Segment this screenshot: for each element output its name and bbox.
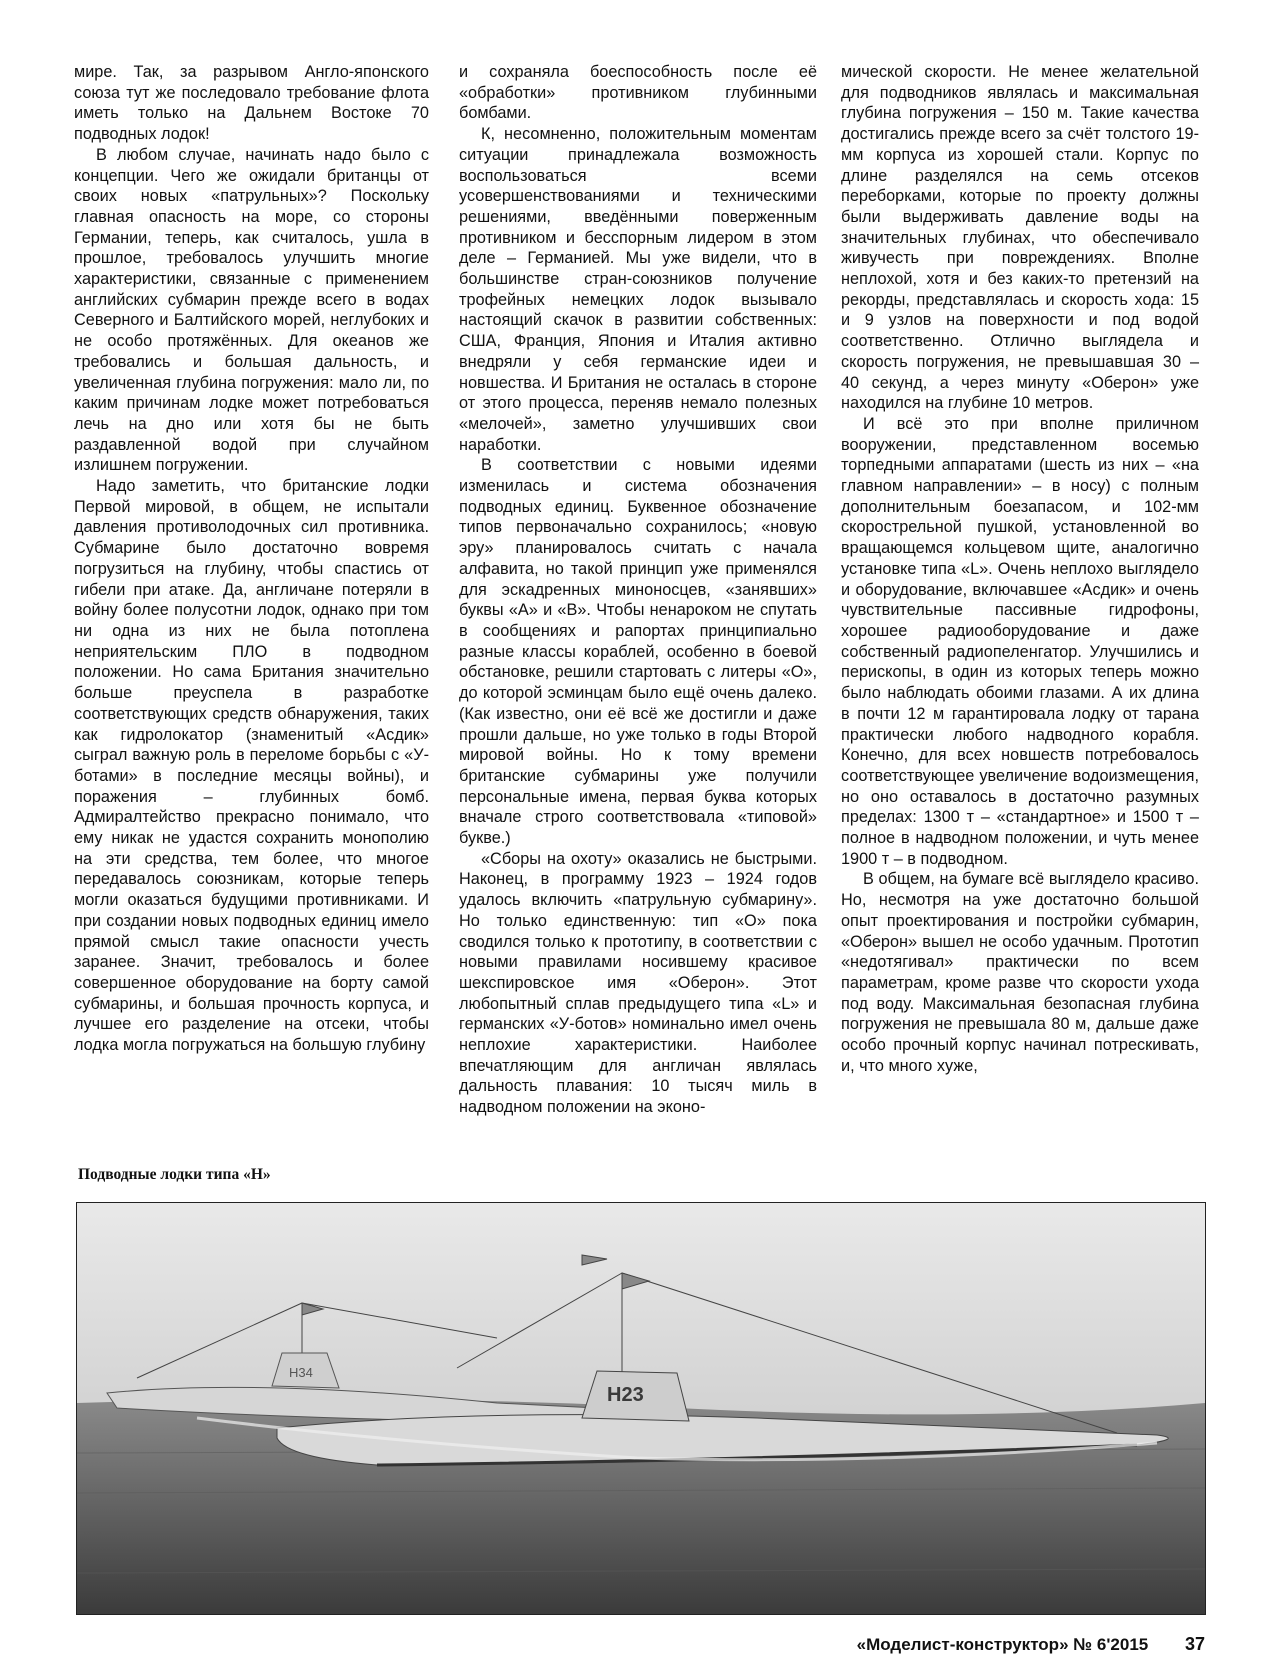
paragraph: мире. Так, за разрывом Англо-японского союза тут же последовало требование флота иметь только на Дальнем Востоке 70 подводных лодок!: [74, 63, 429, 144]
paragraph: К, несомненно, положительным моментам ситуации принадлежала возможность воспользоваться всеми усовершенствованиями и техническими решениями, введёнными поверженным противником и бесспорным лидером в этом деле – Германией. Мы уже видели, что в большинстве стран-союзников получение трофейных немецких лодок вызывало настоящий скачок в развитии собственных: США, Франция, Япония и Италия активно внедряли у себя германские идеи и новшества. И Британия не осталась в стороне от этого процесса, переняв немало полезных «мелочей», заметно улучшивших свои наработки.: [459, 125, 817, 454]
paragraph: Надо заметить, что британские лодки Первой мировой, в общем, не испытали давления противолодочных сил противника. Субмарине было достаточно вовремя погрузиться на глубину, чтобы спастись от гибели при атаке. Да, англичане потеряли в войну более полусотни лодок, однако при том ни одна из них не была потоплена неприятельским ПЛО в подводном положении. Но сама Британия значительно больше преуспела в разработке соответствующих средств обнаружения, таких как гидролокатор (знаменитый «Асдик» сыграл важную роль в переломе борьбы с «У-ботами» в последние месяцы войны), и поражения – глубинных бомб. Адмиралтейство прекрасно понимало, что ему никак не удастся сохранить монополию на эти средства, тем более, что многое передавалось союзникам, которые теперь могли оказаться будущими противниками. И при создании новых подводных единиц имело прямой смысл такие опасности учесть заранее. Значит, требовалось и более совершенное оборудование на борту самой субмарины, и большая прочность корпуса, и лучшее его разделение на отсеки, чтобы лодка могла погружаться на большую глубину: [74, 477, 429, 1055]
magazine-title: «Моделист-конструктор» № 6'2015: [856, 1635, 1149, 1654]
paragraph: «Сборы на охоту» оказались не быстрыми. Наконец, в программу 1923 – 1924 годов удалось включить «патрульную субмарину». Но только единственную: тип «О» пока сводился только к прототипу, в соответствии с новыми правилами носившему красивое шекспировское имя «Оберон». Этот любопытный сплав предыдущего типа «L» и германских «У-ботов» номинально имел очень неплохие характеристики. Наиболее впечатляющим для англичан являлась дальность плавания: 10 тысяч миль в надводном положении на эконо-: [459, 849, 817, 1117]
paragraph: И всё это при вполне приличном вооружении, представленном восемью торпедными аппаратами (шесть из них – «на главном направлении» – в носу) с полным дополнительным боезапасом, и 102-мм скорострельной пушкой, установленной во вращающемся кольцевом щите, аналогично установке типа «L». Очень неплохо выглядело и оборудование, включавшее «Асдик» и очень чувствительные пассивные гидрофоны, хорошее радиооборудование и даже собственный радиопеленгатор. Улучшились и перископы, в один из которых теперь можно было наблюдать обоими глазами. А их длина в почти 12 м гарантировала лодку от тарана практически любого надводного корабля. Конечно, для всех новшеств потребовалось соответствующее увеличение водоизмещения, но оно оставалось в достаточно разумных пределах: 1300 т – «стандартное» и 1500 т – полное в надводном положении, и чуть менее 1900 т – в подводном.: [841, 414, 1199, 868]
page-footer: [857, 1634, 1205, 1655]
paragraph: В общем, на бумаге всё выглядело красиво. Но, несмотря на уже достаточно большой опыт проектирования и постройки субмарин, «Оберон» вышел не особо удачным. Прототип «недотягивал» практически по всем параметрам, кроме разве что скорости ухода под воду. Максимальная безопасная глубина погружения не превышала 80 м, дальше даже особо прочный корпус начинал потрескивать, и, что много хуже,: [841, 870, 1199, 1075]
hull-marking-h34: H34: [289, 1365, 313, 1380]
photo-caption: Подводные лодки типа «Н»: [78, 1166, 271, 1183]
text-column-1: [74, 62, 429, 1056]
text-column-2: [459, 62, 817, 1118]
paragraph: и сохраняла боеспособность после её «обработки» противником глубинными бомбами.: [459, 63, 817, 123]
page-number: 37: [1184, 1634, 1205, 1654]
hull-marking-h23: H23: [607, 1384, 644, 1406]
paragraph: В любом случае, начинать надо было с концепции. Чего же ожидали британцы от своих новых «патрульных»? Поскольку главная опасность на море, со стороны Германии, теперь, как считалось, ушла в прошлое, требовалось улучшить многие характеристики, связанные с применением английских субмарин прежде всего в водах Северного и Балтийского морей, неглубоких и не особо протяжённых. Для океанов же требовались и большая дальность, и увеличенная глубина погружения: мало ли, по каким причинам лодке может потребоваться лечь на дно или хотя бы не быть раздавленной водой при случайном излишнем погружении.: [74, 145, 429, 475]
paragraph: мической скорости. Не менее желательной для подводников являлась и максимальная глубина погружения – 150 м. Такие качества достигались прежде всего за счёт толстого 19-мм корпуса из хорошей стали. Корпус по длине разделялся на семь отсеков переборками, которые по проекту должны были выдерживать давление воды на значительных глубинах, что обеспечивало живучесть при повреждениях. Вполне неплохой, хотя и без каких-то претензий на рекорды, представлялась и скорость хода: 15 и 9 узлов на поверхности и под водой соответственно. Отлично выглядела и скорость погружения, не превышавшая 30 – 40 секунд, а через минуту «Оберон» уже находился на глубине 10 метров.: [841, 63, 1199, 413]
paragraph: В соответствии с новыми идеями изменилась и система обозначения подводных единиц. Буквенное обозначение типов первоначально сохранилось; «новую эру» планировалось считать с начала алфавита, но такой принцип уже применялся для эскадренных миноносцев, «занявших» буквы «А» и «В». Чтобы ненароком не спутать в сообщениях и рапортах принципиально разные классы кораблей, особенно в боевой обстановке, решили стартовать с литеры «О», до которой эсминцам было ещё очень далеко. (Как известно, они её всё же достигли и даже прошли дальше, но уже только в годы Второй мировой войны. Но к тому времени британские субмарины уже получили персональные имена, первая буква которых вначале строго соответствовала «типовой» букве.): [459, 456, 817, 848]
submarine-photo: [76, 1202, 1206, 1615]
text-column-3: [841, 62, 1199, 1076]
